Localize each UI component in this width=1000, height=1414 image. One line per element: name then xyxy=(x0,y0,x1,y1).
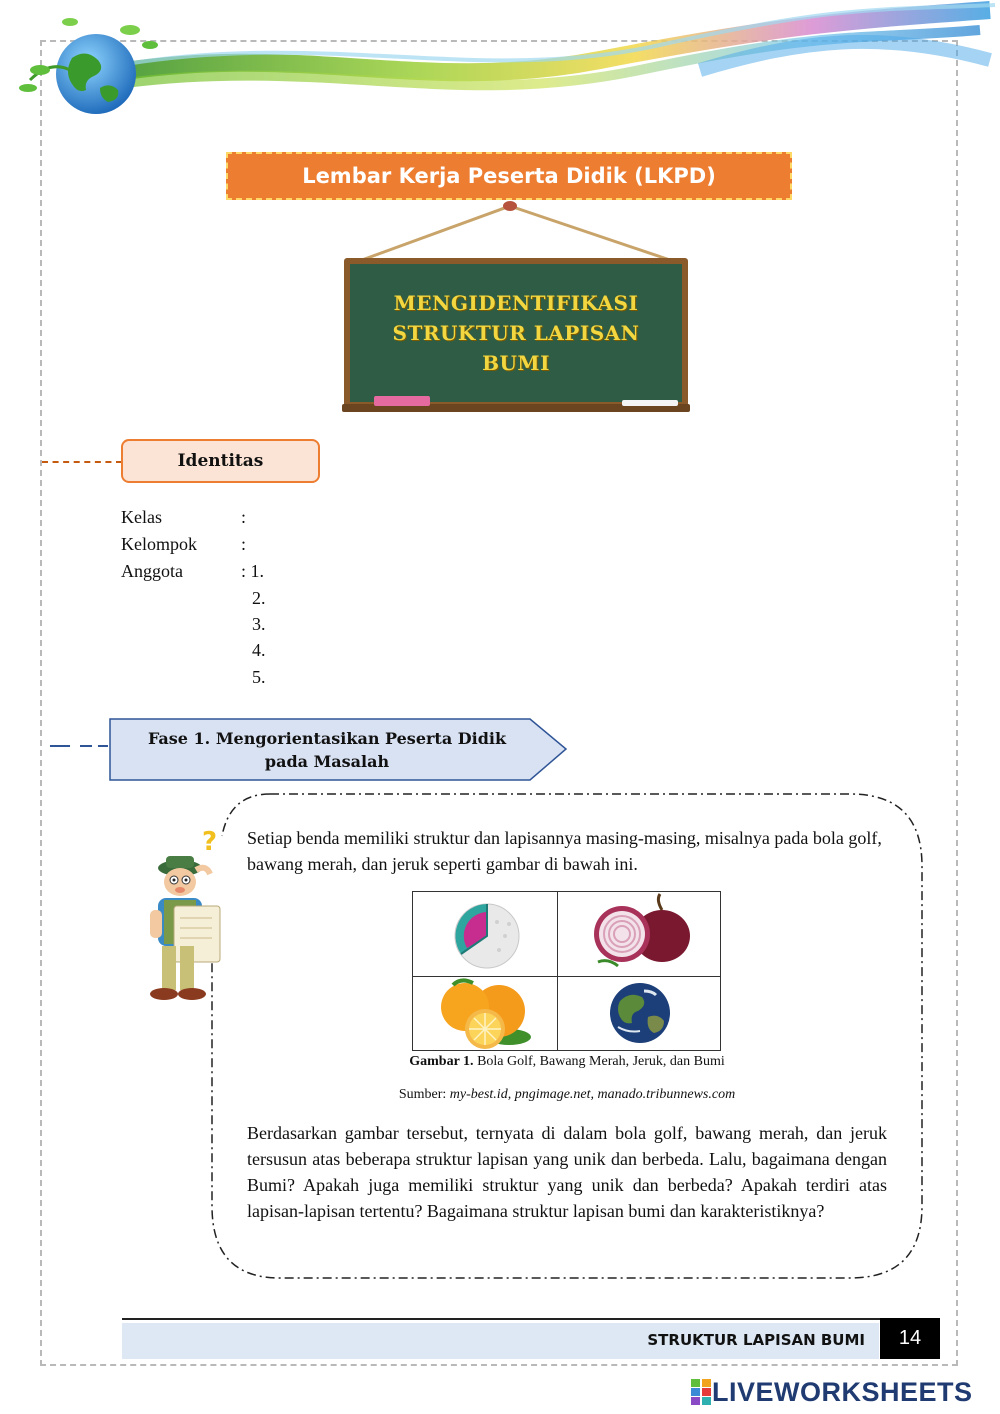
field-anggota-label: Anggota xyxy=(121,561,183,581)
image-cell-earth xyxy=(558,977,703,1057)
field-anggota-value: : 1. xyxy=(241,561,265,581)
field-kelompok-value: : xyxy=(241,534,247,554)
image-cell-orange xyxy=(413,977,558,1057)
anggota-item-4: 4. xyxy=(252,640,266,660)
field-kelas-label: Kelas xyxy=(121,507,162,527)
lkpd-title-text: Lembar Kerja Peserta Didik (LKPD) xyxy=(302,164,716,188)
identitas-connector xyxy=(42,461,122,463)
footer-rule xyxy=(122,1318,940,1320)
fase-title-line1: Fase 1. Mengorientasikan Peserta Didik xyxy=(147,729,507,748)
image-grid xyxy=(412,891,721,1051)
problem-question: Berdasarkan gambar tersebut, ternyata di dalam bola golf, bawang merah, dan jeruk tersusun atas beberapa struktur lapisan yang unik dan berbeda. Lalu, bagaimana dengan Bumi? Apakah juga memiliki struktur yang unik dan berbeda? Apakah terdiri atas lapisan-lapisan tertentu? Bagaimana struktur lapisan bumi dan karakteristiknya? xyxy=(247,1123,887,1221)
figure-caption-label: Gambar 1. xyxy=(409,1054,474,1069)
anggota-item-2: 2. xyxy=(252,588,266,608)
header-decoration xyxy=(0,0,1000,130)
image-cell-onion xyxy=(558,892,703,972)
problem-intro: Setiap benda memiliki struktur dan lapisannya masing-masing, misalnya pada bola golf, bawang merah, dan jeruk seperti gambar di bawah ini. xyxy=(247,828,882,874)
fase-title-line2: pada Masalah xyxy=(264,752,390,771)
liveworksheets-logo xyxy=(690,1376,990,1408)
identitas-label-box xyxy=(121,439,320,483)
footer-title: STRUKTUR LAPISAN BUMI xyxy=(647,1331,865,1349)
golf-ball-icon xyxy=(413,892,558,976)
liveworksheets-grid-icon xyxy=(690,1378,712,1406)
liveworksheets-wordmark: LIVEWORKSHEETS xyxy=(712,1376,973,1407)
field-kelas-value: : xyxy=(241,507,247,527)
field-kelompok-label: Kelompok xyxy=(121,534,197,554)
chalkboard-title: MENGIDENTIFIKASI STRUKTUR LAPISAN BUMI xyxy=(392,291,640,375)
anggota-item-5: 5. xyxy=(252,667,266,687)
orange-icon xyxy=(413,977,558,1051)
figure-source xyxy=(330,1087,804,1103)
figure-caption xyxy=(330,1054,804,1070)
thinking-character-illustration xyxy=(130,826,240,1006)
earth-icon xyxy=(558,977,720,1051)
svg-text:?: ? xyxy=(202,827,218,857)
image-cell-golf xyxy=(413,892,558,972)
page-number xyxy=(880,1318,940,1359)
figure-caption-text: Bola Golf, Bawang Merah, Jeruk, dan Bumi xyxy=(473,1054,725,1069)
fase-title xyxy=(112,727,542,773)
figure-source-label: Sumber: xyxy=(398,1087,450,1102)
lkpd-title-banner xyxy=(226,152,792,200)
figure-source-list: my-best.id, pngimage.net, manado.tribunnews.com xyxy=(449,1087,736,1102)
identitas-label: Identitas xyxy=(177,451,264,471)
page-number-text: 14 xyxy=(898,1327,922,1349)
anggota-item-3: 3. xyxy=(252,614,266,634)
onion-icon xyxy=(558,892,720,976)
